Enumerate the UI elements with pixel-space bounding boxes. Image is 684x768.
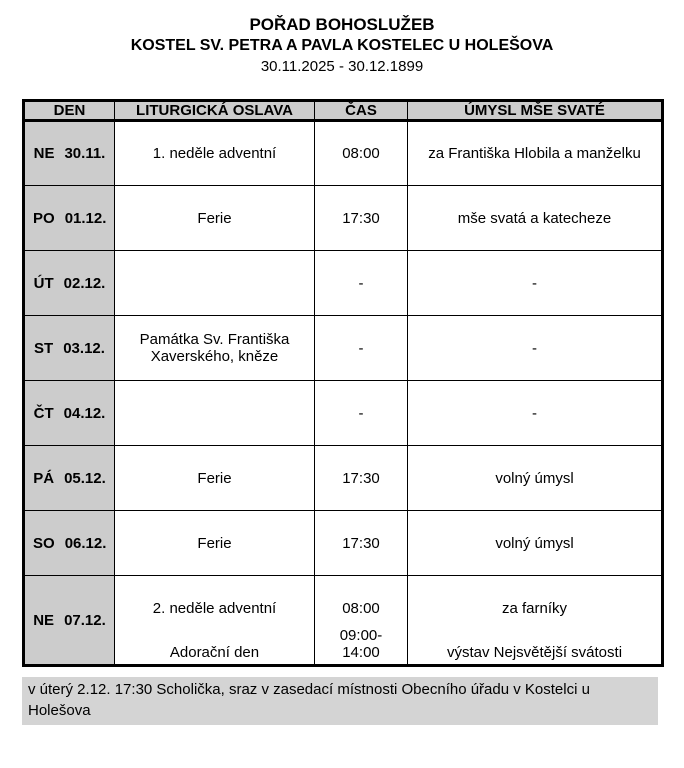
day-date: 05.12. <box>64 469 106 487</box>
intention-cell: za Františka Hlobila a manželku <box>408 121 663 186</box>
day-cell <box>24 576 115 666</box>
table-row <box>24 316 663 381</box>
time-cell: - <box>315 251 408 316</box>
time-cell <box>315 576 408 666</box>
intention-cell: - <box>408 251 663 316</box>
table-row <box>24 121 663 186</box>
time-line-1: 08:00 <box>342 600 380 617</box>
schedule-table <box>22 99 664 667</box>
page-title: POŘAD BOHOSLUŽEB <box>249 15 435 34</box>
table-row <box>24 576 663 666</box>
intention-cell: volný úmysl <box>408 511 663 576</box>
column-header-intention: ÚMYSL MŠE SVATÉ <box>408 101 663 121</box>
liturgy-cell <box>115 576 315 666</box>
table-row <box>24 186 663 251</box>
liturgy-cell: Ferie <box>115 446 315 511</box>
day-date: 30.11. <box>64 145 106 162</box>
time-line-2: 09:00-14:00 <box>339 627 383 661</box>
time-cell: 08:00 <box>315 121 408 186</box>
day-cell <box>24 511 115 576</box>
intention-cell: - <box>408 381 663 446</box>
column-header-liturgy: LITURGICKÁ OSLAVA <box>115 101 315 121</box>
intention-cell: mše svatá a katecheze <box>408 186 663 251</box>
day-cell <box>24 121 115 186</box>
day-date: 03.12. <box>63 339 105 357</box>
liturgy-cell: 1. neděle adventní <box>115 121 315 186</box>
day-abbrev: ÚT <box>33 274 54 292</box>
day-cell <box>24 316 115 381</box>
day-date: 04.12. <box>63 404 106 422</box>
day-cell <box>24 251 115 316</box>
day-abbrev: ST <box>34 339 54 357</box>
liturgy-line-2: Adorační den <box>169 644 260 661</box>
table-row <box>24 381 663 446</box>
day-date: 06.12. <box>64 534 107 552</box>
column-header-den: DEN <box>24 101 115 121</box>
liturgy-cell: Ferie <box>115 186 315 251</box>
day-date: 02.12. <box>63 274 106 292</box>
day-abbrev: PÁ <box>33 469 55 487</box>
liturgy-cell <box>115 381 315 446</box>
intention-cell <box>408 576 663 666</box>
column-header-time: ČAS <box>315 101 408 121</box>
time-cell: 17:30 <box>315 186 408 251</box>
intention-cell: - <box>408 316 663 381</box>
day-abbrev: NE <box>33 145 55 162</box>
table-header-row <box>24 101 663 121</box>
date-range: 30.11.2025 - 30.12.1899 <box>260 58 424 75</box>
day-abbrev: SO <box>33 534 55 552</box>
intention-line-1: za farníky <box>501 600 568 617</box>
time-cell: - <box>315 316 408 381</box>
time-cell: 17:30 <box>315 446 408 511</box>
liturgy-cell: Památka Sv. Františka Xaverského, kněze <box>115 316 315 381</box>
day-cell <box>24 446 115 511</box>
announcement-note: v úterý 2.12. 17:30 Scholička, sraz v zasedací místnosti Obecního úřadu v Kostelci u Holešova <box>22 677 658 725</box>
day-abbrev: PO <box>33 209 55 227</box>
day-abbrev: ČT <box>33 404 54 422</box>
table-row <box>24 511 663 576</box>
day-cell <box>24 186 115 251</box>
time-cell: 17:30 <box>315 511 408 576</box>
time-cell: - <box>315 381 408 446</box>
liturgy-line-1: 2. neděle adventní <box>152 600 277 617</box>
liturgy-cell <box>115 251 315 316</box>
table-row <box>24 446 663 511</box>
intention-line-2: výstav Nejsvětější svátosti <box>446 644 623 661</box>
day-cell <box>24 381 115 446</box>
page-header <box>0 0 684 77</box>
day-date: 01.12. <box>64 209 107 227</box>
day-abbrev: NE <box>33 611 55 629</box>
church-title: KOSTEL SV. PETRA A PAVLA KOSTELEC U HOLEŠOVA <box>130 37 554 54</box>
intention-cell: volný úmysl <box>408 446 663 511</box>
table-row <box>24 251 663 316</box>
liturgy-cell: Ferie <box>115 511 315 576</box>
day-date: 07.12. <box>64 611 106 629</box>
